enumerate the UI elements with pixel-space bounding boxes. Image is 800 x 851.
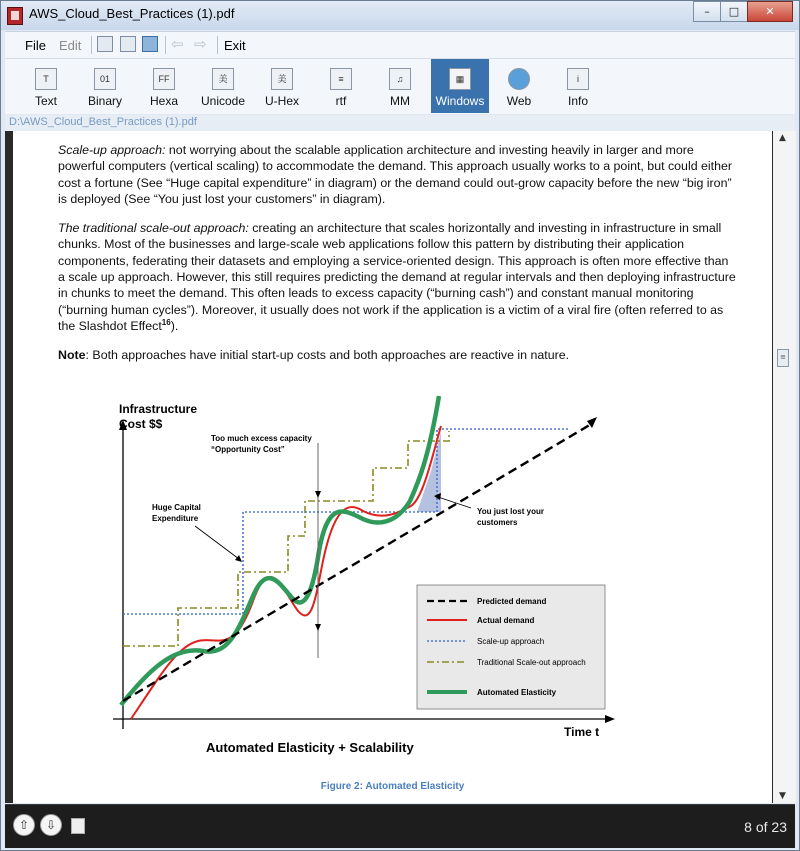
unicode-hex-view-icon: 美 <box>271 68 293 90</box>
tool-web[interactable] <box>491 59 547 113</box>
legend-scaleout: Traditional Scale-out approach <box>477 658 586 667</box>
paragraph-lead: The traditional scale-out approach: <box>58 221 249 236</box>
tool-binary[interactable] <box>77 59 133 113</box>
elasticity-diagram <box>13 131 772 803</box>
annotation-excess-line2: “Opportunity Cost” <box>211 445 285 454</box>
view-toolbar <box>5 58 795 114</box>
file-path-bar <box>5 115 795 131</box>
tool-label: Info <box>567 94 588 108</box>
page-up-icon[interactable]: ⇧ <box>13 814 35 836</box>
capex-leader <box>195 526 239 559</box>
x-axis-label: Time t <box>564 725 600 739</box>
title-bar <box>1 1 799 30</box>
web-view-icon <box>508 68 530 90</box>
paragraph-body: creating an architecture that scales horizontally and investing in infrastructure in small chunks. Most of the businesses and large-scale web applications follow this pattern by distributing their application components, federating their datasets and employing a service-oriented design. This approach is often more effective than a scale up approach. However, this still requires predicting the demand at regular intervals and then deploying infrastructure in chunks to meet the demand. This often leads to excess capacity (“burning cash”) and constant manual monitoring (“burning human cycles”). Moreover, it usually does not work if the application is a victim of a viral fire (often referred to as the Slashdot Effect <box>58 221 736 333</box>
tool-u-hex[interactable] <box>254 59 310 113</box>
annotation-capex-line2: Expenditure <box>152 514 199 523</box>
vertical-scrollbar[interactable] <box>772 131 796 803</box>
tool-label: Web <box>506 94 532 108</box>
file-path: D:\AWS_Cloud_Best_Practices (1).pdf <box>9 116 197 128</box>
tool-mm[interactable] <box>372 59 428 113</box>
marker-arrow <box>315 491 321 498</box>
menu-edit[interactable]: Edit <box>59 38 82 53</box>
tool-unicode[interactable] <box>195 59 251 113</box>
windows-view-icon: ▦ <box>449 68 471 90</box>
menu-separator <box>91 36 92 54</box>
paragraph-end: ). <box>170 318 179 333</box>
binary-view-icon: 01 <box>94 68 116 90</box>
tool-label: Hexa <box>149 94 178 108</box>
rtf-view-icon: ≡ <box>330 68 352 90</box>
close-icon[interactable]: ✕ <box>747 1 793 22</box>
unicode-view-icon: 美 <box>212 68 234 90</box>
app-icon <box>7 7 23 25</box>
tool-label: Unicode <box>200 94 246 108</box>
paragraph-lead: Scale-up approach: <box>58 143 166 157</box>
page-indicator: 8 of 23 <box>744 819 787 835</box>
scroll-thumb[interactable]: ≡ <box>777 349 789 367</box>
print-icon[interactable] <box>97 36 113 52</box>
annotation-lost-line2: customers <box>477 518 518 527</box>
note-label: Note <box>58 348 86 363</box>
copy-icon[interactable] <box>120 36 136 52</box>
page-left-edge <box>5 131 13 803</box>
legend-actual: Actual demand <box>477 616 535 625</box>
tool-label: MM <box>390 94 410 108</box>
figure-caption: Figure 2: Automated Elasticity <box>320 781 465 792</box>
menu-file[interactable]: File <box>25 38 46 53</box>
y-axis-label-line2: Cost $$ <box>119 417 163 431</box>
view-mode-icon[interactable] <box>142 36 158 52</box>
maximize-icon[interactable]: □ <box>720 1 748 22</box>
y-axis-label-line1: Infrastructure <box>119 402 198 416</box>
menu-exit[interactable]: Exit <box>224 38 246 53</box>
page-thumbnail-icon[interactable] <box>71 818 85 834</box>
legend-elastic: Automated Elasticity <box>477 688 557 697</box>
legend-scaleup: Scale-up approach <box>477 637 545 646</box>
tool-info[interactable] <box>550 59 606 113</box>
tool-label: rtf <box>335 94 347 108</box>
hex-view-icon: FF <box>153 68 175 90</box>
page-down-icon[interactable]: ⇩ <box>40 814 62 836</box>
capex-arrow <box>235 555 242 562</box>
annotation-lost-line1: You just lost your <box>477 507 544 516</box>
figure-title: Automated Elasticity + Scalability <box>206 740 414 755</box>
annotation-capex-line1: Huge Capital <box>152 503 201 512</box>
annotation-excess-line1: Too much excess capacity <box>211 434 312 443</box>
scroll-down-icon[interactable]: ▼ <box>779 791 786 801</box>
marker-arrow <box>315 624 321 631</box>
x-axis-arrow <box>605 715 615 723</box>
tool-label: Windows <box>435 94 485 108</box>
tool-windows[interactable] <box>431 59 489 113</box>
menu-bar <box>5 31 795 58</box>
forward-arrow-icon[interactable]: ⇨ <box>194 36 207 53</box>
paragraph-body: : Both approaches have initial start-up costs and both approaches are reactive in nature. <box>85 348 570 363</box>
back-arrow-icon[interactable]: ⇦ <box>171 36 184 53</box>
info-view-icon: i <box>567 68 589 90</box>
tool-hexa[interactable] <box>136 59 192 113</box>
scroll-up-icon[interactable]: ▲ <box>779 133 786 143</box>
window-title: AWS_Cloud_Best_Practices (1).pdf <box>29 6 235 21</box>
paragraph-body: not worrying about the scalable application architecture and investing heavily in larger and more powerful computers (vertical scaling) to accommodate the demand. This approach usually works to a point, but could either cost a fortune (See “Huge capital expenditure” in diagram) or the demand could out-grow capacity before the new “big iron” is deployed (See “You just lost your customers” in diagram). <box>58 143 733 206</box>
legend <box>417 585 605 709</box>
document-page <box>13 131 772 803</box>
footnote-ref[interactable]: 16 <box>161 317 171 327</box>
tool-label: Binary <box>87 94 122 108</box>
menu-separator <box>217 36 218 54</box>
tool-text[interactable] <box>18 59 74 113</box>
menu-separator <box>165 36 166 54</box>
status-footer <box>5 804 795 848</box>
multimedia-view-icon: ♫ <box>389 68 411 90</box>
tool-label: Text <box>34 94 57 108</box>
minimize-icon[interactable]: – <box>693 1 721 22</box>
legend-predicted: Predicted demand <box>477 597 547 606</box>
tool-rtf[interactable] <box>313 59 369 113</box>
tool-label: U-Hex <box>264 94 299 108</box>
text-view-icon: T <box>35 68 57 90</box>
